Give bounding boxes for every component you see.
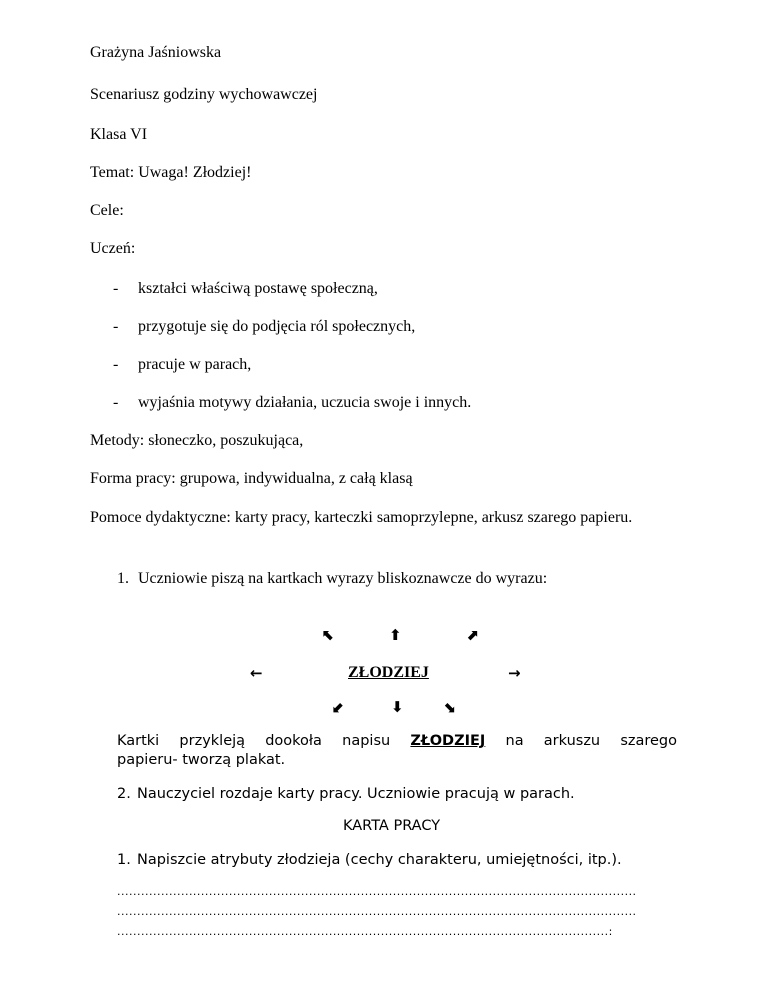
step2-text: Nauczyciel rozdaje karty pracy. Uczniowie pracują w parach.	[137, 786, 575, 802]
sticker-note-after: na arkuszu szarego	[505, 733, 678, 749]
bullet-dash: -	[113, 356, 119, 373]
arrow-left-icon: ←	[250, 664, 263, 682]
document-subtitle: Scenariusz godziny wychowawczej	[90, 86, 318, 103]
class-label: Klasa VI	[90, 126, 148, 143]
arrow-up-icon: ⬆	[389, 626, 402, 644]
goal-item: pracuje w parach,	[138, 356, 252, 373]
task-number: 1.	[117, 852, 131, 868]
arrow-up-left-icon: ⬉	[322, 626, 335, 644]
arrow-down-right-icon: ⬊	[443, 698, 456, 716]
answer-line: ..................................................................................................................................	[117, 885, 637, 898]
author-name: Grażyna Jaśniowska	[90, 44, 222, 61]
step1-text: Uczniowie piszą na kartkach wyrazy bliskoznawcze do wyrazu:	[138, 570, 548, 587]
arrow-right-icon: →	[508, 664, 521, 682]
sticker-note-line2: papieru- tworzą plakat.	[117, 752, 286, 768]
answer-line: ..................................................................................................................................	[117, 905, 637, 918]
bullet-dash: -	[113, 318, 119, 335]
methods-line: Metody: słoneczko, poszukująca,	[90, 432, 304, 449]
sticker-note-line1	[117, 733, 677, 749]
step-number: 1.	[117, 570, 129, 587]
bullet-dash: -	[113, 394, 119, 411]
step-number: 2.	[117, 786, 131, 802]
goal-item: wyjaśnia motywy działania, uczucia swoje i innych.	[138, 394, 472, 411]
sticker-note-before: Kartki przykleją dookoła napisu	[117, 733, 391, 749]
answer-line: ...........................................................................................................................:	[117, 925, 613, 938]
arrow-down-icon: ⬇	[391, 698, 404, 716]
sticker-note-keyword: ZŁODZIEJ	[410, 733, 486, 749]
teaching-aids-paragraph: Pomoce dydaktyczne: karty pracy, karteczki samoprzylepne, arkusz szarego papieru.	[90, 509, 633, 526]
work-form-line: Forma pracy: grupowa, indywidualna, z całą klasą	[90, 470, 413, 487]
topic-line: Temat: Uwaga! Złodziej!	[90, 164, 252, 181]
student-label: Uczeń:	[90, 240, 136, 257]
goal-item: kształci właściwą postawę społeczną,	[138, 280, 378, 297]
bullet-dash: -	[113, 280, 119, 297]
goals-heading: Cele:	[90, 202, 124, 219]
arrow-up-right-icon: ⬈	[466, 626, 479, 644]
goal-item: przygotuje się do podjęcia ról społecznych,	[138, 318, 416, 335]
task1-text: Napiszcie atrybuty złodzieja (cechy charakteru, umiejętności, itp.).	[137, 852, 622, 868]
arrow-down-left-icon: ⬋	[332, 698, 345, 716]
center-word: ZŁODZIEJ	[348, 664, 429, 681]
worksheet-title: KARTA PRACY	[343, 818, 441, 834]
